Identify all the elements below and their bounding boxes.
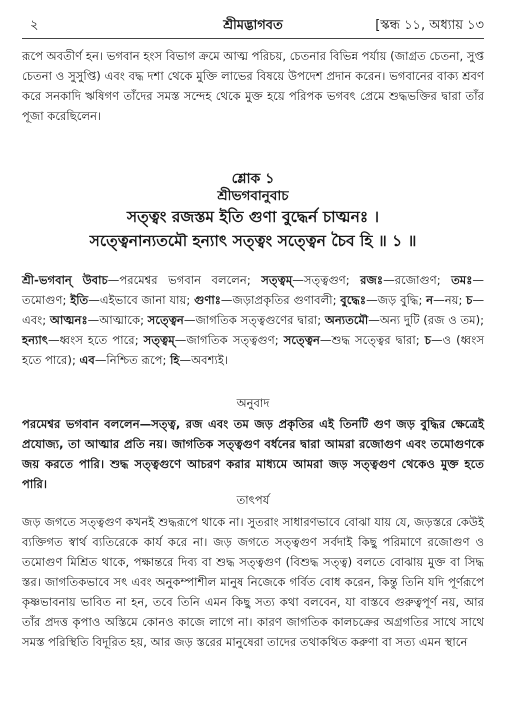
- synonym-term: সত্ত্বেন: [147, 313, 184, 327]
- synonym-term: সত্ত্বম্: [261, 273, 293, 287]
- synonym-meaning: জড় বুদ্ধি: [377, 293, 419, 307]
- synonym-term: হন্যাৎ: [22, 333, 48, 347]
- verse-number: শ্লোক ১: [231, 171, 275, 187]
- synonym-term: অন্যতমৌ: [324, 313, 369, 327]
- synonym-term: আত্মনঃ: [49, 313, 88, 327]
- synonym-term: সত্ত্বেন: [283, 333, 320, 347]
- synonym-term: চ: [424, 333, 431, 347]
- synonym-meaning: অন্য দুটি (রজ ও তম): [379, 313, 481, 327]
- synonym-term: হি: [170, 353, 180, 367]
- synonym-meaning: ও (ধ্বংস হতে পারে): [22, 333, 484, 367]
- synonym-meaning: তমোগুণ: [22, 293, 63, 307]
- synonyms-paragraph: শ্রী-ভগবান্ উবাচ—পরমেশ্বর ভগবান বললেন; সত্ত্বম্—সত্ত্বগুণ; রজঃ—রজোগুণ; তমঃ—তমোগুণ; ইতি—এইভাবে জানা যায়; গুণাঃ—জড়াপ্রকৃতির গুণাবলী; বুদ্ধেঃ—জড় বুদ্ধি; ন—নয়; চ—এবং; আত্মনঃ—আত্মাকে; সত্ত্বেন—জাগতিক সত্ত্বগুণের দ্বারা; অন্যতমৌ—অন্য দুটি (রজ ও তম); হন্যাৎ—ধ্বংস হতে পারে; সত্ত্বম্—জাগতিক সত্ত্বগুণ; সত্ত্বেন—শুদ্ধ সত্ত্বের দ্বারা; চ—ও (ধ্বংস হতে পারে); এব—নিশ্চিত রূপে; হি—অবশ্যই।: [22, 273, 485, 367]
- synonym-meaning: জাগতিক সত্ত্বগুণের দ্বারা: [195, 313, 318, 327]
- translation-heading: অনুবাদ: [236, 396, 270, 410]
- synonym-term: চ: [466, 293, 473, 307]
- synonym-term: এব: [79, 353, 95, 367]
- synonym-meaning: এইভাবে জানা যায়: [99, 293, 187, 307]
- synonym-meaning: এবং: [22, 313, 43, 327]
- book-title: শ্রীমদ্ভাগবত: [223, 18, 283, 33]
- synonym-meaning: শুদ্ধ সত্ত্বের দ্বারা: [331, 333, 416, 347]
- synonym-meaning: ধ্বংস হতে পারে: [59, 333, 135, 347]
- verse-line-2: সত্ত্বেনান্যতমৌ হন্যাৎ সত্ত্বং সত্ত্বেন চৈব হি ॥ ১ ॥: [89, 232, 417, 250]
- synonym-meaning: নিশ্চিত রূপে: [106, 353, 163, 367]
- translation-text: পরমেশ্বর ভগবান বললেন—সত্ত্ব, রজ এবং তম জড় প্রকৃতির এই তিনটি গুণ জড় বুদ্ধির ক্ষেত্রেই প্রযোজ্য, তা আত্মার প্রতি নয়। জাগতিক সত্ত্বগুণ বর্ধনের দ্বারা আমরা রজোগুণ এবং তমোগুণকে জয় করতে পারি। শুদ্ধ সত্ত্বগুণে আচরণ করার মাধ্যমে আমরা জড় সত্ত্বগুণ থেকেও মুক্ত হতে পারি।: [22, 417, 484, 491]
- synonym-meaning: আত্মাকে: [99, 313, 141, 327]
- synonym-meaning: পরমেশ্বর ভগবান বললেন: [119, 273, 247, 287]
- purport-text: জড় জগতে সত্ত্বগুণ কখনই শুদ্ধরূপে থাকে না। সুতরাং সাধারণভাবে বোঝা যায় যে, জড়স্তরে কেউই ব্যক্তিগত স্বার্থ ব্যতিরেকে কার্য করে না। জড় জগতে সত্ত্বগুণ সর্বদাই কিছু পরিমাণে রজোগুণ ও তমোগুণ মিশ্রিত থাকে, পক্ষান্তরে দিব্য বা শুদ্ধ সত্ত্বগুণ (বিশুদ্ধ সত্ত্ব) বলতে বোঝায় মুক্ত বা সিদ্ধ স্তর। জাগতিকভাবে সৎ এবং অনুকম্পাশীল মানুষ নিজেকে গর্বিত বোধ করেন, কিন্তু তিনি যদি পূর্ণরূপে কৃষ্ণভাবনায় ভাবিত না হন, তবে তিনি এমন কিছু সত্য কথা বলবেন, যা বাস্তবে গুরুত্বপূর্ণ নয়, আর তাঁর প্রদত্ত কৃপাও অস্তিমে কোনও কাজে লাগে না। কারণ জাগতিক কালচক্রের অগ্রগতির সাথে সাথে সমস্ত পরিস্থিতি বিদূরিত হয়, আর জড় স্তরের মানুষেরা তাদের তথাকথিত করুণা বা সত্য এমন স্থানে: [22, 515, 484, 649]
- intro-paragraph: রূপে অবতীর্ণ হন। ভগবান হংস বিভাগ ক্রমে আত্ম পরিচয়, চেতনার বিভিন্ন পর্যায় (জাগ্রত চেতনা, সুপ্ত চেতনা ও সুসুপ্তি) এবং বদ্ধ দশা থেকে মুক্তি লাভের বিষয়ে উপদেশ প্রদান করেন। ভগবানের বাক্য শ্রবণ করে সনকাদি ঋষিগণ তাঁদের সমস্ত সন্দেহ থেকে মুক্ত হয়ে পরিপক ভগবৎ প্রেমে শুদ্ধভক্তির দ্বারা তাঁর পূজা করেছিলেন।: [22, 49, 485, 123]
- purport-heading: তাৎপর্য: [236, 493, 270, 507]
- synonym-meaning: রজোগুণ: [394, 273, 437, 287]
- synonym-term: শ্রী-ভগবান্ উবাচ: [22, 273, 108, 287]
- chapter-reference: [স্কন্ধ ১১, অধ্যায় ১৩: [375, 18, 484, 33]
- page-number: ২: [30, 18, 39, 33]
- verse-speaker: শ্রীভগবানুবাচ: [217, 188, 289, 204]
- synonym-term: ইতি: [70, 293, 89, 307]
- synonym-meaning: জাগতিক সত্ত্বগুণ: [186, 333, 275, 347]
- synonym-meaning: নয়: [444, 293, 459, 307]
- synonym-term: সত্ত্বম্: [143, 333, 175, 347]
- synonym-meaning: জড়াপ্রকৃতির গুণাবলী: [232, 293, 333, 307]
- synonym-term: ন: [426, 293, 434, 307]
- synonym-term: গুণাঃ: [194, 293, 221, 307]
- synonym-term: রজঃ: [360, 273, 384, 287]
- synonym-meaning: সত্ত্বগুণ: [303, 273, 346, 287]
- verse-line-1: সত্ত্বং রজস্তম ইতি গুণা বুদ্ধের্ন চাত্মনঃ ।: [126, 208, 380, 226]
- header-rule: [22, 38, 484, 39]
- synonym-meaning: অবশ্যই: [191, 353, 224, 367]
- synonym-term: বুদ্ধেঃ: [340, 293, 367, 307]
- page-header: [22, 14, 484, 36]
- synonym-term: তমঃ: [451, 273, 473, 287]
